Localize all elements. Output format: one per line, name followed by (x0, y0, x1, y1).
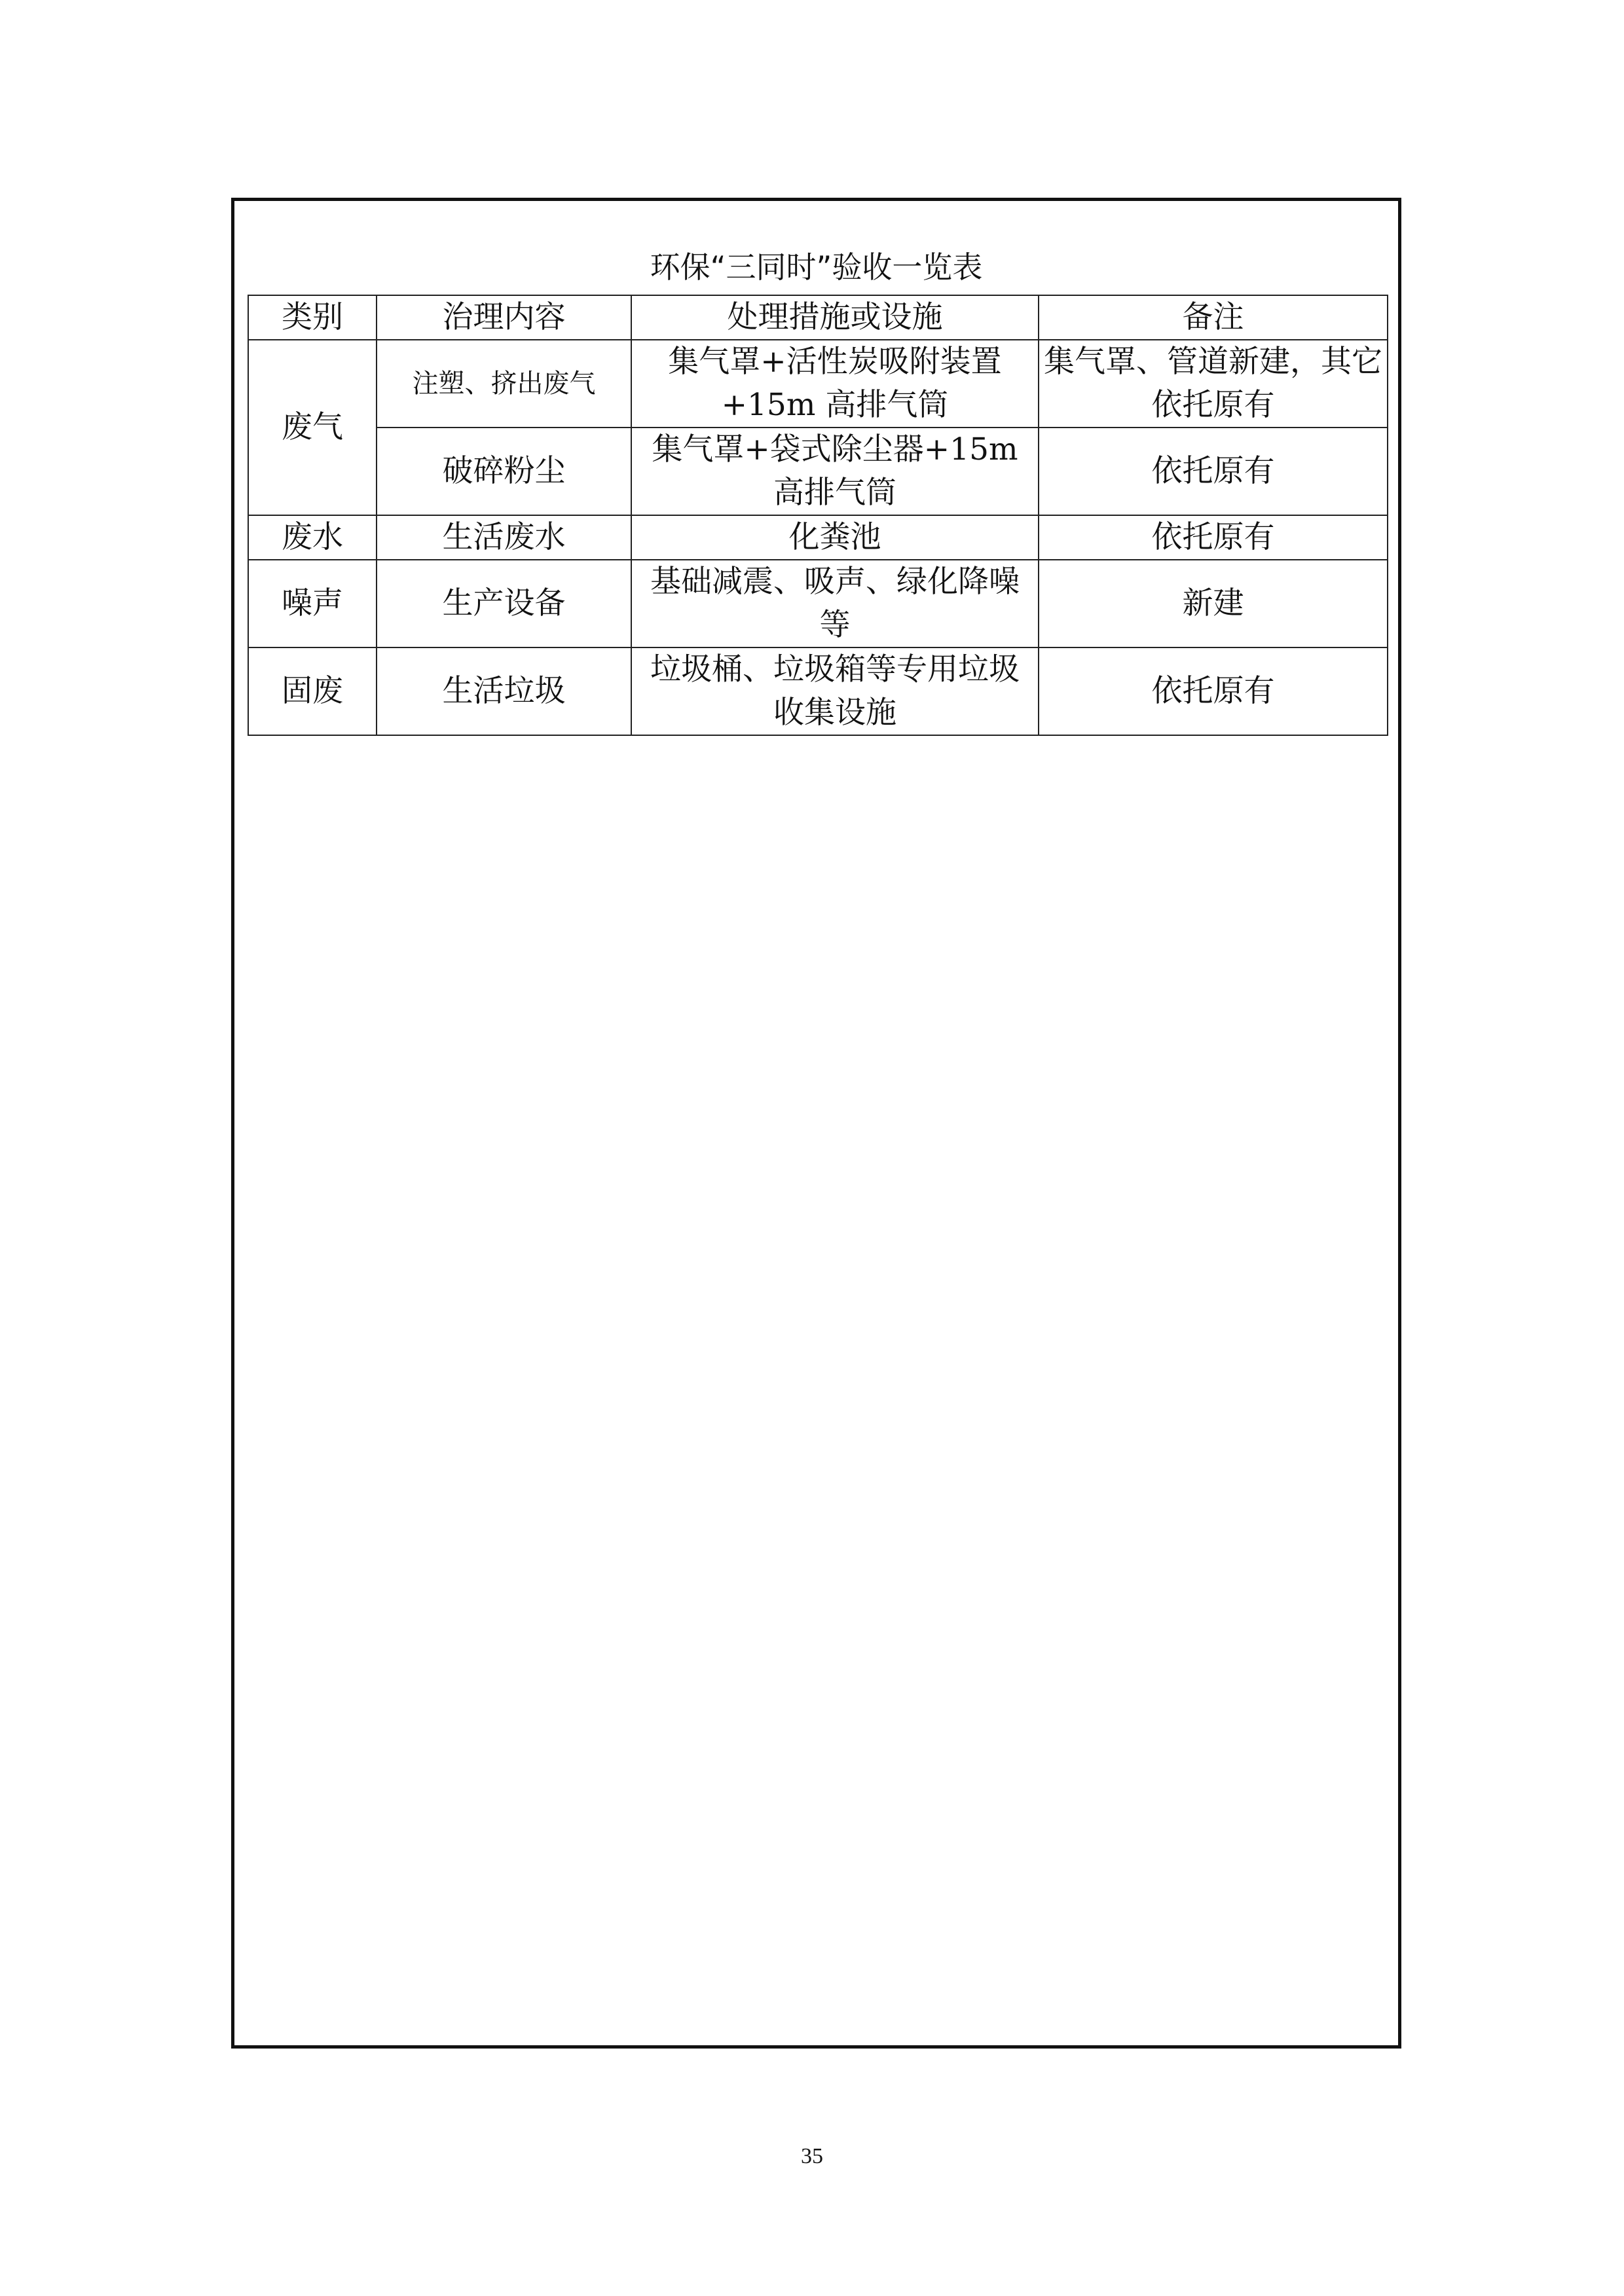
cell-remark: 集气罩、管道新建，其它依托原有 (1039, 340, 1388, 428)
cell-measure: 集气罩+活性炭吸附装置+15m 高排气筒 (631, 340, 1039, 428)
table-row (248, 647, 1388, 735)
table-row (248, 515, 1388, 560)
cell-content: 破碎粉尘 (377, 428, 631, 515)
cell-content: 生活废水 (377, 515, 631, 560)
cell-content: 生活垃圾 (377, 647, 631, 735)
table-row (248, 428, 1388, 515)
cell-measure: 基础减震、吸声、绿化降噪等 (631, 560, 1039, 647)
cell-measure: 垃圾桶、垃圾箱等专用垃圾收集设施 (631, 647, 1039, 735)
table-row (248, 560, 1388, 647)
cell-measure: 集气罩+袋式除尘器+15m 高排气筒 (631, 428, 1039, 515)
header-remark: 备注 (1039, 295, 1388, 340)
cell-remark: 依托原有 (1039, 428, 1388, 515)
cell-category: 废气 (248, 340, 377, 515)
cell-category: 废水 (248, 515, 377, 560)
cell-content: 生产设备 (377, 560, 631, 647)
cell-category: 噪声 (248, 560, 377, 647)
header-category: 类别 (248, 295, 377, 340)
cell-measure: 化粪池 (631, 515, 1039, 560)
acceptance-table (248, 295, 1388, 736)
cell-content: 注塑、挤出废气 (377, 340, 631, 428)
table-title: 环保“三同时”验收一览表 (650, 249, 983, 285)
table-header-row (248, 295, 1388, 340)
header-measure: 处理措施或设施 (631, 295, 1039, 340)
cell-remark: 依托原有 (1039, 515, 1388, 560)
header-content: 治理内容 (377, 295, 631, 340)
cell-category: 固废 (248, 647, 377, 735)
cell-remark: 新建 (1039, 560, 1388, 647)
page-number: 35 (801, 2144, 823, 2168)
table-row (248, 340, 1388, 428)
cell-remark: 依托原有 (1039, 647, 1388, 735)
